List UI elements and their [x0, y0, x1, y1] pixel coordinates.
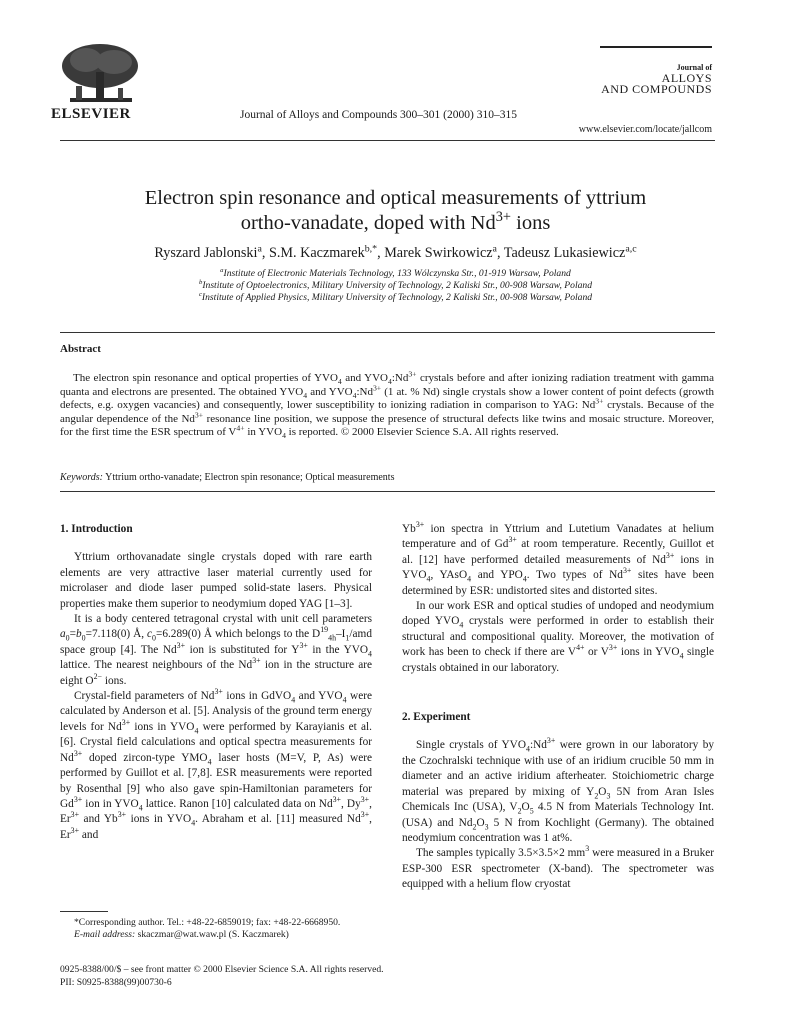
footnote-rule [60, 911, 108, 912]
elsevier-tree-logo [56, 42, 144, 106]
abstract-top-rule [60, 332, 715, 333]
abstract-body: The electron spin resonance and optical properties of $YVO_4$ and $YVO_4:Nd^{3+}$ crystals before and after ionizing radiation treatment with gamma quanta and electrons are presented. The obtained $YVO_4$ and $YVO_4:Nd^{3+}$ (1 at. % Nd) single crystals show a lower content of point defects (growth defects, e.g. oxygen vacancies) and consequently, lower susceptibility to ionizing radiation in comparison to YAG: $Nd^{3+}$ crystals. Because of the angular dependence of the $Nd^{3+}$ resonance line position, we suppose the presence of structural defects like twins and mosaic structure. Moreover, for the first time the ESR spectrum of $V^{4+}$ in $YVO_4$ is reported. © 2000 Elsevier Science S.A. All rights reserved. [60, 369, 714, 441]
section-heading-experiment: 2. Experiment [402, 711, 471, 724]
journal-logo-line3: AND COMPOUNDS [601, 82, 712, 96]
journal-logo-line1: Journal of [676, 63, 712, 72]
header-rule [60, 140, 715, 141]
title-line1: Electron spin resonance and optical measurements of yttrium [144, 187, 647, 209]
author-1: Ryszard Jablonski$^a$ [154, 243, 262, 261]
journal-logo [600, 62, 712, 95]
right-column [402, 522, 714, 893]
page-footer [60, 963, 384, 989]
author-4: Tadeusz Lukasiewicz$^{a,c}$ [503, 243, 637, 261]
author-list: Ryszard Jablonski$^a$, S.M. Kaczmarek$^{b,*}$, Marek Swirkowicz$^a$, Tadeusz Lukasiewicz$^{a,c}$ [154, 243, 637, 261]
abstract-heading: Abstract [60, 343, 101, 355]
introduction-continued: $Yb^{3+}$ ion spectra in Yttrium and Lutetium Vanadates at helium temperature and of $Gd^{3+}$ at room temperature. Recently, Guillot et al. [12] have performed detailed measurements of $Nd^{3+}$ ions in $YVO_4$, YAsO$_4$ and $YPO_4$. Two types of $Nd^{3+}$ sites have been determined by ESR: undistorted sites and distorted sites. In our work ESR and optical studies of undoped and neodymium doped $YVO_4$ crystals were performed in order to establish their structural and compositional quality. Moreover, the motivation of work has been to check if there are $V^{4+}$ or $V^{3+}$ ions in $YVO_4$ single crystals obtained in our laboratory. [402, 520, 715, 674]
author-3: Marek Swirkowicz$^a$ [384, 243, 497, 261]
journal-logo-line2: ALLOYS [661, 71, 712, 85]
journal-logo-rule [600, 46, 712, 48]
footnote-corresponding: *Corresponding author. Tel.: +48-22-6859019; fax: +48-22-6668950. [74, 917, 341, 928]
affiliation-c: $^c$Institute of Applied Physics, Military University of Technology, 2 Kaliski Str., 00-908 Warsaw, Poland [198, 290, 593, 303]
introduction-body: Yttrium orthovanadate single crystals doped with rare earth elements are very attractive laser material currently used for microlaser and diode laser pumped solid-state lasers. Physical properties make them superior to neodymium doped YAG [1–3]. It is a body centered tetragonal crystal with unit cell parameters $a_0=b_0=7.118(0)$ Å, $c_0=6.289(0)$ Å which belongs to the $D^{19}_{4h}-I_1$/amd space group [4]. The $Nd^{3+}$ ion is substituted for $Y^{3+}$ in the $YVO_4$ lattice. The nearest neighbours of the $Nd^{3+}$ ion in the structure are eight $O^{2-}$ ions. Crystal-field parameters of $Nd^{3+}$ ions in GdVO$_4$ and $YVO_4$ were calculated by Anderson et al. [5]. Analysis of the ground term energy levels for $Nd^{3+}$ ions in $YVO_4$ were performed by Karayianis et al. [6]. Crystal field calculations and optical spectra measurements for $Nd^{3+}$ doped zircon-type $YMO_4$ laser hosts (M=V, P, As) were performed by Guillot et al. [7,8]. ESR measurements were reported by Rosenthal [9] who also gave spin-Hamiltonian parameters for $Gd^{3+}$ ion in $YVO_4$ lattice. Ranon [10] calculated data on $Nd^{3+}$, $Dy^{3+}$, $Er^{3+}$ and $Yb^{3+}$ ions in $YVO_4$. Abraham et al. [11] measured $Nd^{3+}$, $Er^{3+}$ and [60, 551, 373, 841]
journal-url[interactable]: www.elsevier.com/locate/jallcom [578, 124, 712, 135]
footer-pii: PII: S0925-8388(99)00730-6 [60, 977, 172, 988]
section-heading-introduction: 1. Introduction [60, 523, 133, 535]
affiliations [60, 268, 731, 304]
footnote [60, 917, 372, 941]
affiliation-a: $^a$Institute of Electronic Materials Technology, 133 Wólczynska Str., 01-919 Warsaw, Poland [220, 266, 571, 279]
paper-title [60, 186, 731, 236]
publisher-name: ELSEVIER [51, 106, 131, 122]
section-introduction [60, 522, 372, 843]
experiment-body: Single crystals of $YVO_4:Nd^{3+}$ were grown in our laboratory by the Czochralski technique with use of an iridium crucible 50 mm in diameter and an active iridium afterheater. Stoichiometric charge material was prepared by mixing of $Y_2O_3$ 5N from Aran Isles Chemicals Inc (USA), $V_2O_5$ 4.5 N from Materials Technology Int.(USA) and $Nd_2O_3$ 5 N from Kochlight (Germany). The obtained neodymium concentration was 1 at%. The samples typically 3.5×3.5×2 $mm^3$ were measured in a Bruker ESP-300 ESR spectrometer (X-band). The spectrometer was equipped with a helium flow cryostat [402, 736, 714, 891]
title-line2: ortho-vanadate, doped with $Nd^{3+}$ ions [240, 209, 551, 234]
journal-citation: Journal of Alloys and Compounds 300–301 (2000) 310–315 [240, 109, 517, 121]
footnote-email: E-mail address: skaczmar@wat.waw.pl (S. Kaczmarek) [74, 929, 289, 940]
keywords: Keywords: Yttrium ortho-vanadate; Electron spin resonance; Optical measurements [60, 472, 395, 483]
author-2: S.M. Kaczmarek$^{b,*}$ [268, 243, 378, 261]
footer-line1: 0925-8388/00/$ – see front matter © 2000 Elsevier Science S.A. All rights reserved. [60, 964, 384, 975]
abstract-bottom-rule [60, 491, 715, 492]
affiliation-b: $^b$Institute of Optoelectronics, Military University of Technology, 2 Kaliski Str., 00-908 Warsaw, Poland [198, 278, 593, 291]
